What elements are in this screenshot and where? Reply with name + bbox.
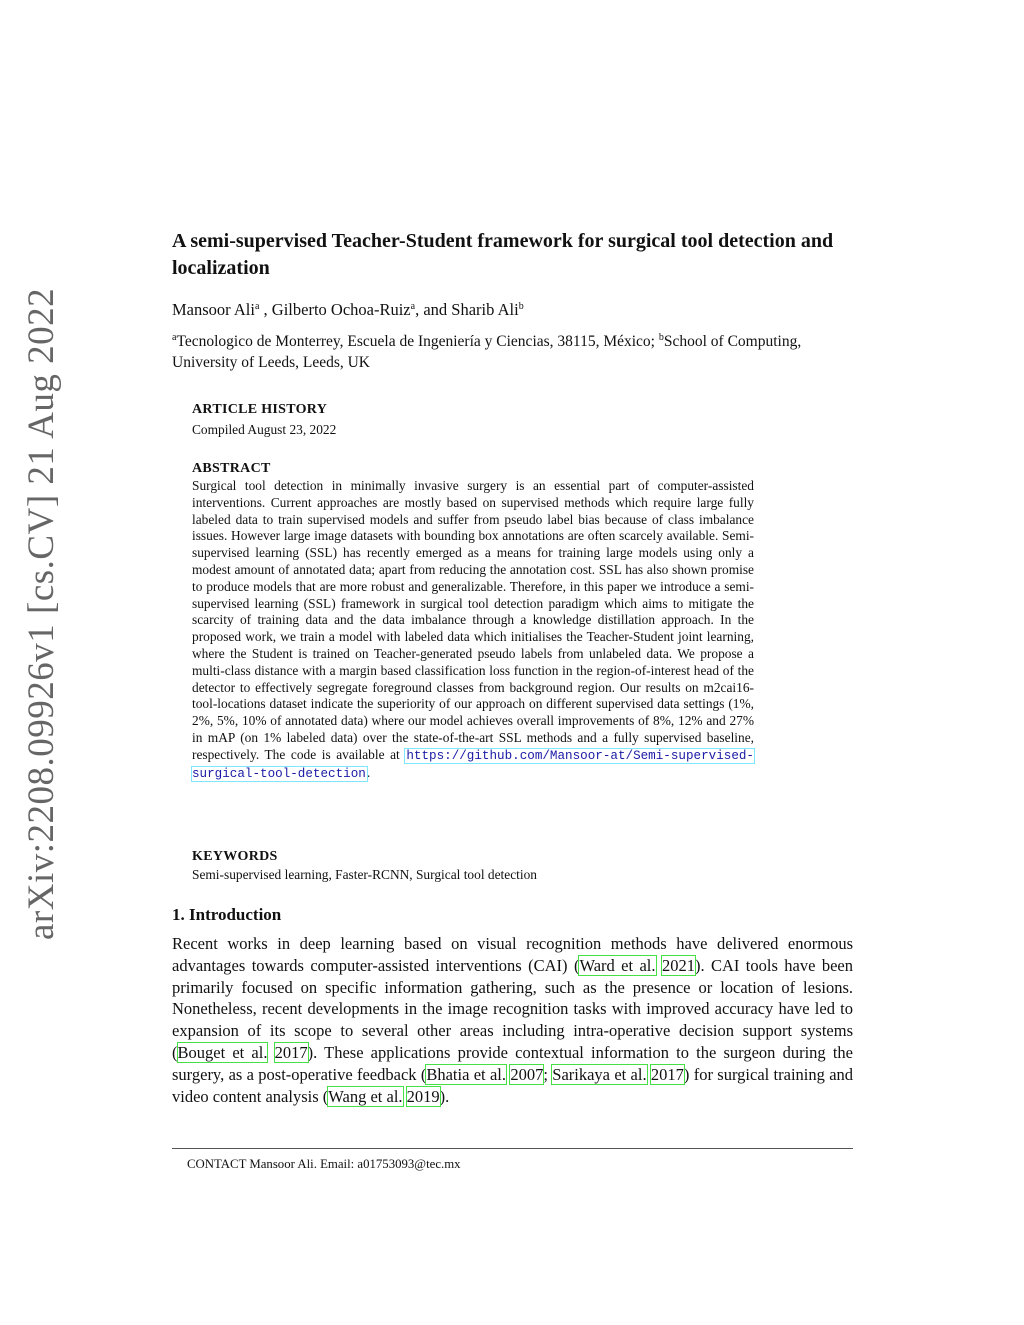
code-repository-link[interactable]: https://github.com/Mansoor-at/Semi-supervised-surgical-tool-detection — [192, 748, 754, 781]
citation-ward-author[interactable]: Ward et al. — [579, 955, 656, 975]
footnote-divider — [172, 1148, 853, 1149]
citation-sarikaya-year[interactable]: 2017 — [650, 1064, 684, 1084]
abstract-text — [192, 478, 754, 782]
author-name: Gilberto Ochoa-Ruiz — [271, 300, 411, 319]
citation-bouget-author[interactable]: Bouget et al. — [177, 1042, 268, 1062]
author-separator: , and — [415, 300, 452, 319]
intro-text: ). These applications provide contextual information to the surgeon during the surgery, as a post-operative feedback ( — [172, 1042, 853, 1084]
article-history-heading: ARTICLE HISTORY — [192, 402, 328, 417]
keywords-section — [192, 848, 754, 884]
citation-wang-year[interactable]: 2019 — [406, 1086, 440, 1106]
affiliation-mark: a — [254, 301, 260, 312]
intro-text: ). — [439, 1086, 450, 1106]
citation-ward-year[interactable]: 2021 — [661, 955, 695, 975]
affiliation-text: School of Computing, University of Leeds, Leeds, UK — [172, 333, 802, 371]
abstract-body: Surgical tool detection in minimally invasive surgery is an essential part of computer-assisted interventions. Current approaches are mostly based on supervised methods which require large fully labeled data to train supervised models and suffer from pseudo label bias because of class imbalance issues. However large image datasets with bounding box annotations are often scarcely available. Semi-supervised learning (SSL) has recently emerged as a means for training large models using only a modest amount of annotated data; apart from reducing the annotation cost. SSL has also shown promise to produce models that are more robust and generalizable. Therefore, in this paper we introduce a semi-supervised learning (SSL) framework in surgical tool detection paradigm which aims to mitigate the scarcity of training data and the data imbalance through a knowledge distillation approach. In the proposed work, we train a model with labeled data which initialises the Teacher-Student joint learning, where the Student is trained on Teacher-generated pseudo labels from unlabeled data. We propose a multi-class distance with a margin based classification loss function in the region-of-interest head of the detector to effectively segregate foreground classes from background region. Our results on m2cai16-tool-locations dataset indicate the superiority of our approach on different supervised data settings (1%, 2%, 5%, 10% of annotated data) where our model achieves overall improvements of 8%, 12% and 27% in mAP (on 1% labeled data) over the state-of-the-art SSL methods and a fully supervised baseline, respectively. The code is available at — [192, 478, 754, 762]
affiliations — [172, 331, 852, 373]
keywords-text: Semi-supervised learning, Faster-RCNN, Surgical tool detection — [192, 867, 537, 882]
intro-text: Recent works in deep learning based on visual recognition methods have delivered enormous advantages towards computer-assisted interventions (CAI) ( — [172, 934, 853, 975]
abstract-heading: ABSTRACT — [192, 461, 271, 476]
affiliation-mark: b — [518, 301, 524, 312]
intro-text: ) for surgical training and video content analysis ( — [172, 1064, 854, 1106]
author-list — [172, 300, 524, 320]
author-name: Mansoor Ali — [172, 300, 255, 319]
author-name: Sharib Ali — [451, 300, 519, 319]
contact-footnote: CONTACT Mansoor Ali. Email: a01753093@tec.mx — [187, 1157, 461, 1171]
abstract-section — [192, 460, 754, 782]
intro-text: ). CAI tools have been primarily focused on specific information gathering, such as the presence or location of lesions. Nonetheless, recent developments in the image recognition tasks with improved accuracy have led to expansion of its scope to several other areas including intra-operative decision support systems ( — [172, 955, 854, 1062]
citation-wang-author[interactable]: Wang et al. — [328, 1086, 403, 1106]
citation-bhatia-year[interactable]: 2007 — [510, 1064, 544, 1084]
arxiv-identifier: arXiv:2208.09926v1 [cs.CV] 21 Aug 2022 — [21, 287, 62, 940]
author-separator: , — [259, 300, 272, 319]
citation-bhatia-author[interactable]: Bhatia et al. — [426, 1064, 507, 1084]
abstract-end: . — [366, 764, 371, 780]
intro-text: ; — [543, 1064, 553, 1084]
article-history — [192, 401, 754, 439]
citation-sarikaya-author[interactable]: Sarikaya et al. — [552, 1064, 647, 1084]
paper-title: A semi-supervised Teacher-Student framework for surgical tool detection and localization — [172, 230, 834, 279]
citation-bouget-year[interactable]: 2017 — [274, 1042, 308, 1062]
affiliation-mark: a — [172, 332, 177, 343]
keywords-heading: KEYWORDS — [192, 849, 278, 864]
affiliation-mark: a — [410, 301, 416, 312]
section-heading-introduction: 1. Introduction — [172, 905, 282, 924]
affiliation-text: Tecnologico de Monterrey, Escuela de Ingeniería y Ciencias, 38115, México; — [176, 333, 659, 350]
compiled-date: Compiled August 23, 2022 — [192, 422, 337, 437]
introduction-paragraph — [172, 933, 853, 1107]
affiliation-mark: b — [658, 332, 664, 343]
